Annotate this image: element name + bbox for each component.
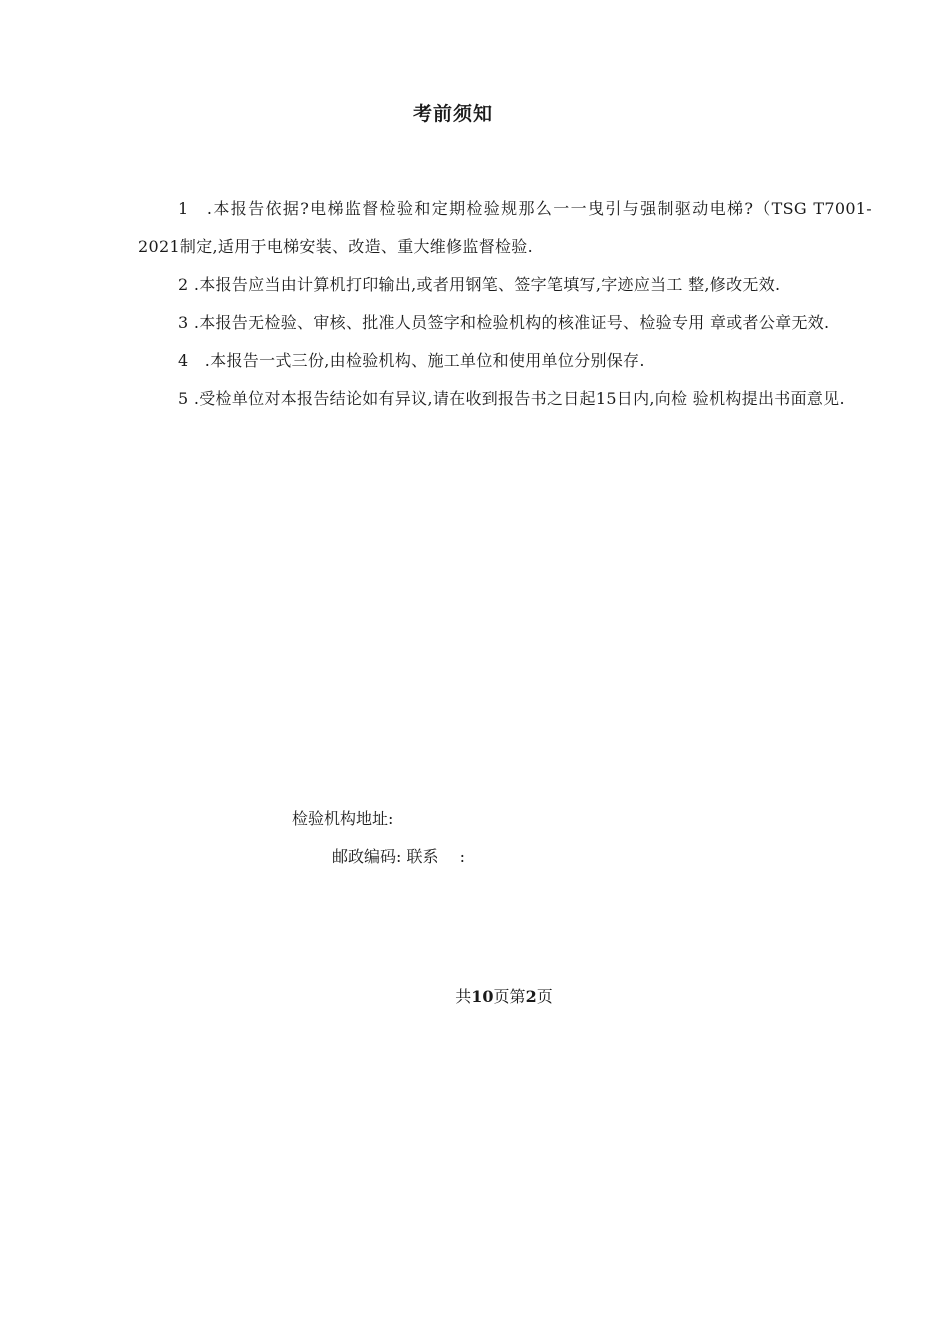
note-item-3: 3 .本报告无检验、审核、批准人员签字和检验机构的核准证号、检验专用 章或者公章无效. (178, 313, 830, 332)
note-item-4: 4 .本报告一式三份,由检验机构、施工单位和使用单位分别保存. (178, 351, 645, 370)
address-label: 检验机构地址: (292, 809, 394, 828)
page-counter-suffix: 页 (536, 987, 553, 1006)
page-counter (0, 984, 950, 1007)
note-item-2: 2 .本报告应当由计算机打印输出,或者用钢笔、签字笔填写,字迹应当工 整,修改无效. (178, 275, 781, 294)
note-item-1: 1 .本报告依据?电梯监督检验和定期检验规那么一一曳引与强制驱动电梯?（TSG T7001-2021制定,适用于电梯安装、改造、重大维修监督检验. (138, 199, 872, 256)
contact-block (292, 800, 465, 876)
page-title: 考前须知 (412, 103, 493, 125)
page-counter-middle: 页第 (493, 987, 526, 1006)
page-counter-prefix: 共 (455, 987, 472, 1006)
notes-list (138, 190, 872, 418)
page-current: 2 (525, 987, 537, 1006)
note-item-5: 5 .受检单位对本报告结论如有异议,请在收到报告书之日起15日内,向检 验机构提出书面意见. (178, 389, 845, 408)
postal-contact-line: 邮政编码: 联系 : (332, 847, 465, 866)
page-total: 10 (471, 987, 494, 1006)
